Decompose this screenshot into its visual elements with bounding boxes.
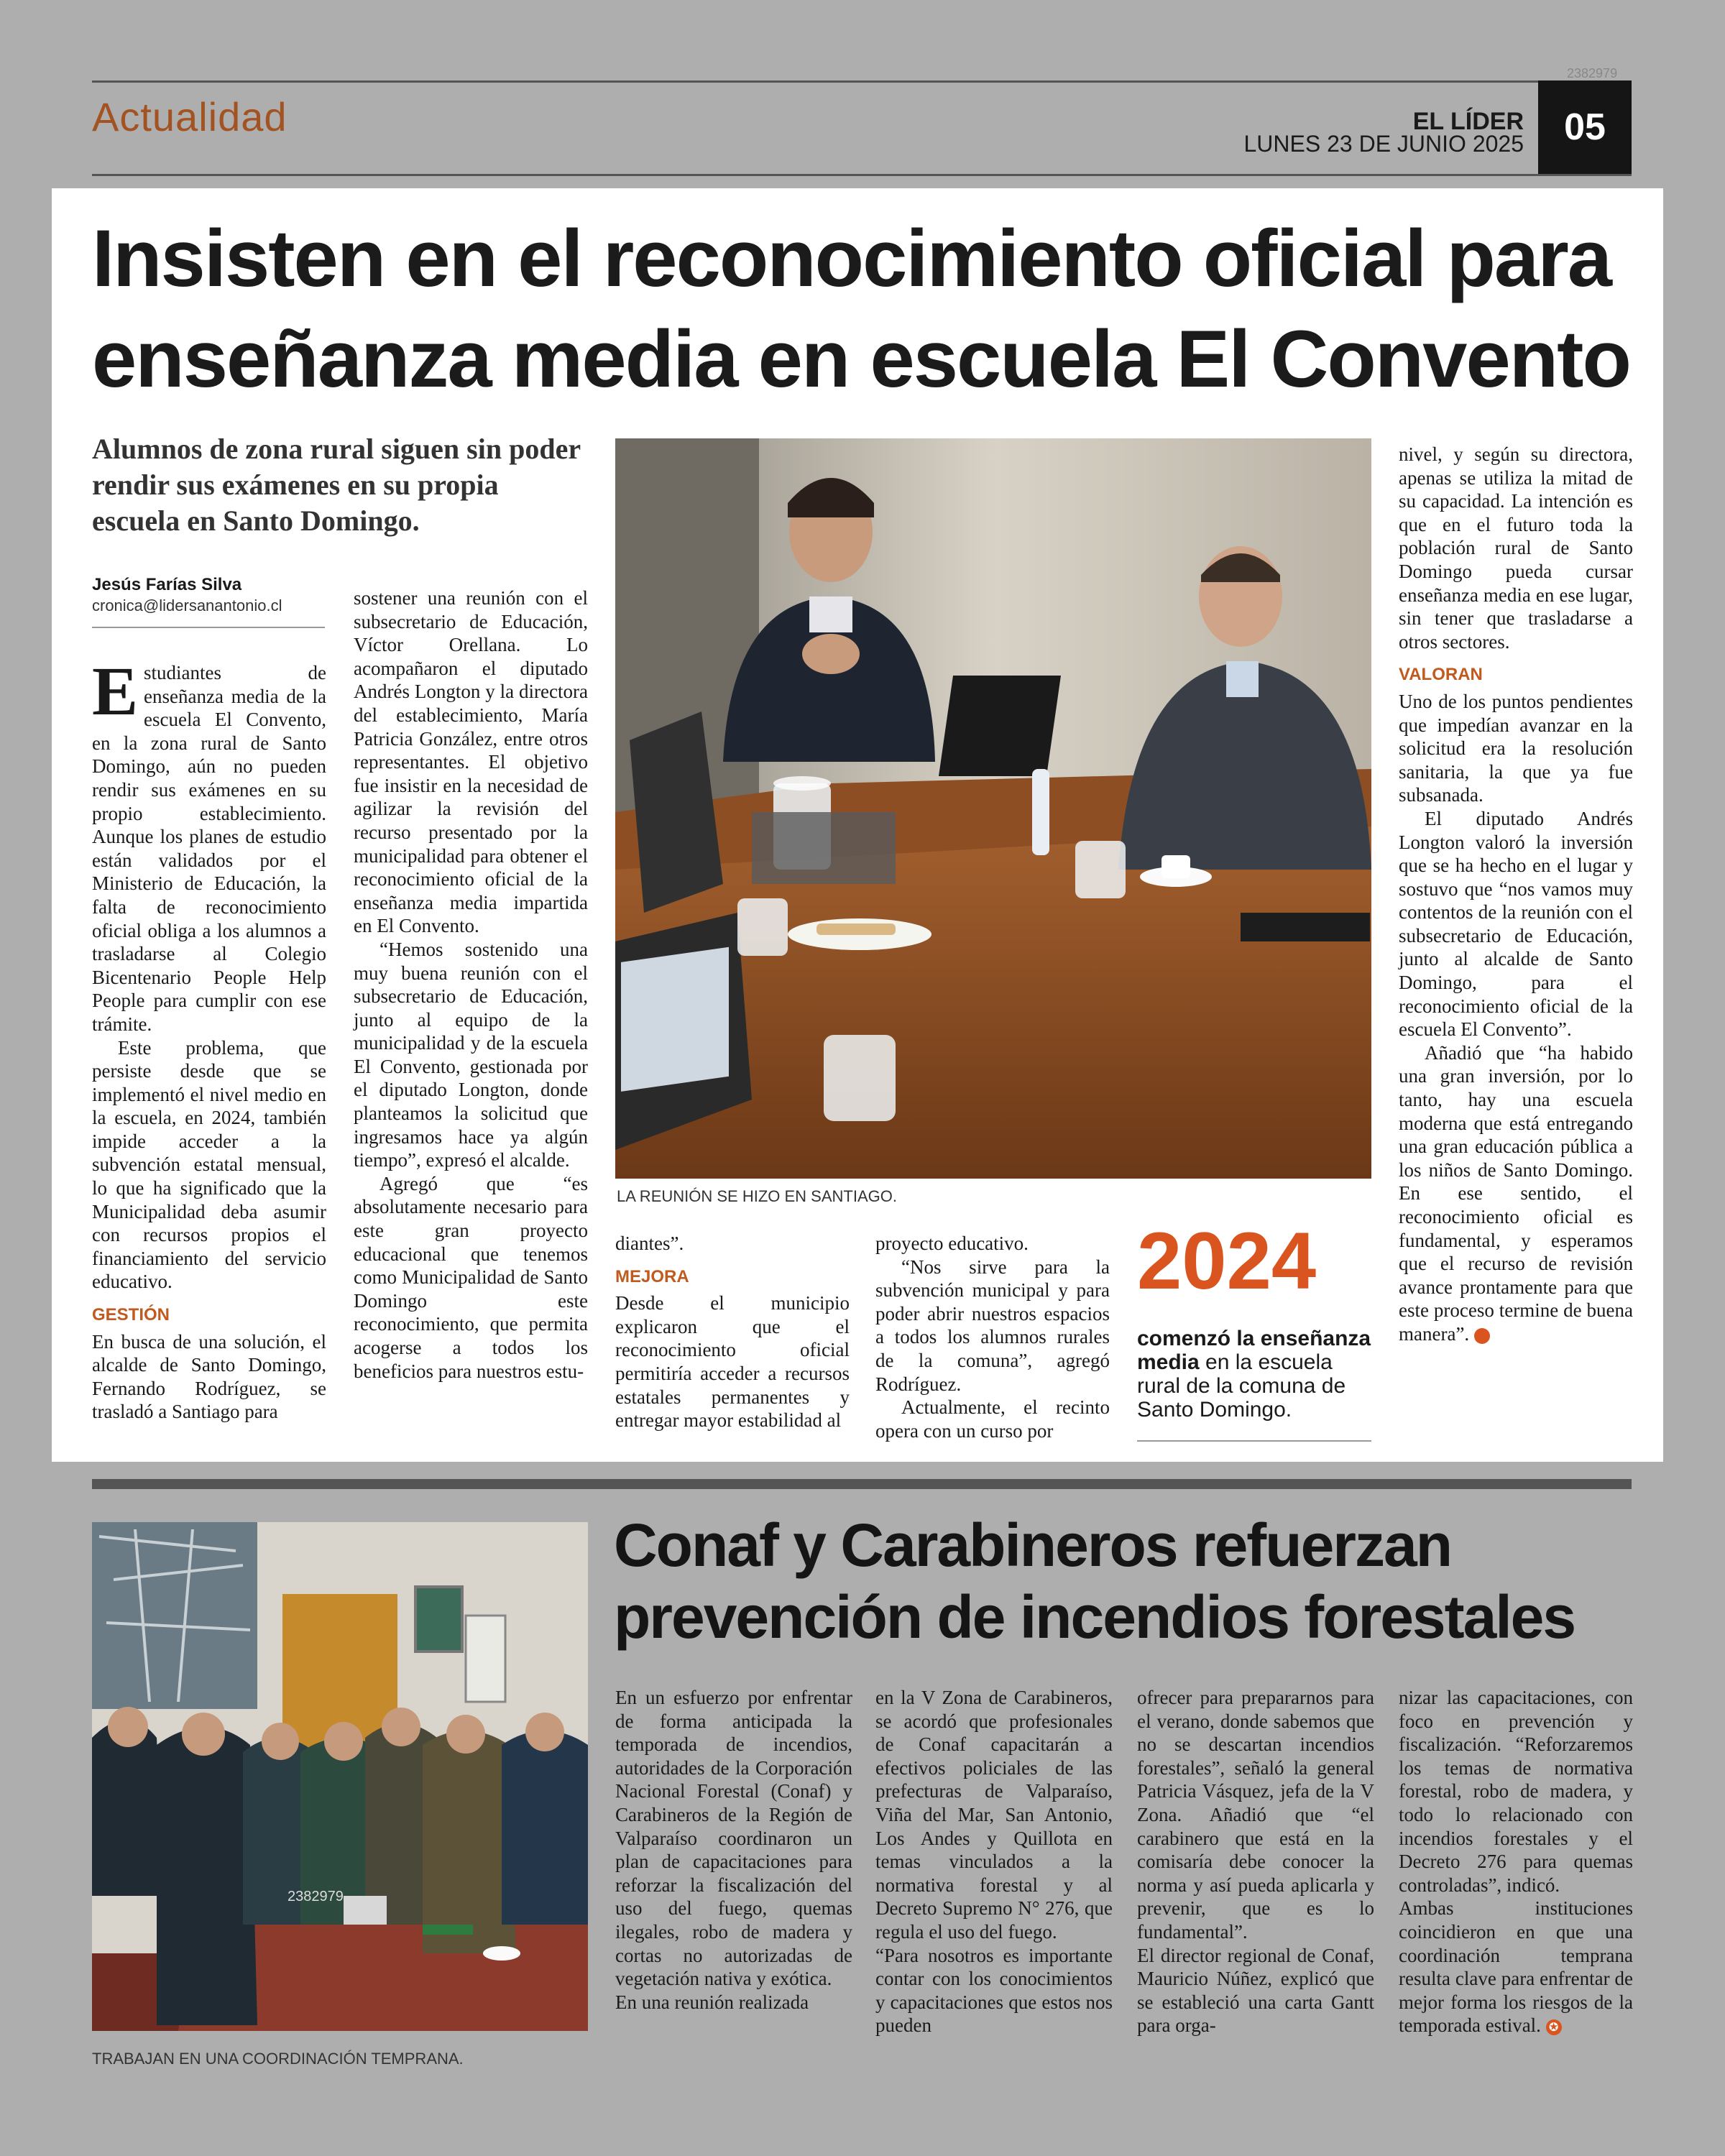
subheading-valoran: VALORAN [1399, 665, 1483, 685]
meeting-photo-illustration [615, 438, 1371, 1179]
paragraph: diantes”. [615, 1233, 684, 1254]
author-name: Jesús Farías Silva [92, 575, 242, 594]
article-deck: Alumnos de zona rural siguen sin poder rendir sus exámenes en su propia escuela en Santo Domingo. [92, 433, 581, 537]
photo-caption: LA REUNIÓN SE HIZO EN SANTIAGO. [617, 1187, 897, 1205]
highlight-text [1137, 1327, 1374, 1422]
article-column-1 [92, 653, 326, 1424]
paragraph: nivel, y según su directora, apenas se utiliza la mitad de su capacidad. La intención es que en el futuro toda la población rural de Santo Domingo pueda cursar enseñanza media en ese lugar, sin tener que trasladarse a otros sectores. [1399, 443, 1633, 653]
section-separator [92, 1479, 1632, 1489]
publication-name: EL LÍDER [1412, 108, 1524, 135]
article-column-4 [875, 1232, 1110, 1442]
subheading-mejora: MEJORA [615, 1266, 689, 1286]
paragraph: “Hemos sostenido una muy buena reunión con el subsecretario de Educación, junto al equipo de la municipalidad y de la escuela El Convento, gestionada por el diputado Longton, donde planteamos la solicitud que ingresamos hace ya algún tiempo”, expresó el alcalde. [354, 938, 588, 1171]
header-bottom-rule [92, 174, 1632, 176]
article-column-3 [615, 1232, 850, 1432]
author-email: cronica@lidersanantonio.cl [92, 596, 282, 614]
paragraph: Desde el municipio explicaron que el reconocimiento oficial permitiría acceder a recursos estatales permanentes y entregar mayor estabilidad al [615, 1292, 850, 1432]
article-headline: Insisten en el reconocimiento oficial para enseñanza media en escuela El Convento [92, 213, 1630, 404]
publication-date: LUNES 23 DE JUNIO 2025 [1243, 131, 1524, 157]
paragraph [1399, 1897, 1633, 2037]
paragraph: Este problema, que persiste desde que se implementó el nivel medio en la escuela, en 2024, también impide acceder a la subvención estatal mensual, lo que ha significado que la Municipalidad deba asumir con recursos propios el financiamiento del servicio educativo. [92, 1036, 326, 1293]
highlight-text-rest: en la escuela rural de la comuna de Santo Domingo. [1137, 1350, 1346, 1422]
paragraph [1399, 1041, 1633, 1346]
paragraph-text: Añadió que “ha habido una gran inversión, por lo tanto, hay una escuela moderna que está entregando una gran educación pública a los niños de Santo Domingo. En ese sentido, el reconocimiento oficial es fundamental, y esperamos que el recurso de revisión avance prontamente para que este proceso termine de buena manera”. [1399, 1041, 1633, 1345]
paragraph: ofrecer para prepararnos para el verano, donde sabemos que no se descartan incendios forestales”, señaló la general Patricia Vásquez, jefa de la V Zona. Añadió que “el carabinero que está en la comisaría debe conocer la norma y así pueda aplicarla y prevenir, que es lo fundamental”. [1137, 1687, 1374, 1943]
paragraph: Uno de los puntos pendientes que impedían avanzar en la solicitud era la resolución sanitaria, la que ya fue subsanada. [1399, 690, 1633, 806]
paragraph: “Para nosotros es importante contar con los conocimientos y capacitaciones que estos nos pueden [875, 1944, 1113, 2037]
dropcap: E [92, 653, 139, 729]
paragraph: El director regional de Conaf, Mauricio Núñez, explicó que se estableció una carta Gantt para orga- [1137, 1944, 1374, 2037]
paragraph: en la V Zona de Carabineros, se acordó que profesionales de Conaf capacitarán a efectivos policiales de las prefecturas de Valparaíso, Viña del Mar, San Antonio, Los Andes y Quillota en temas vinculados a la normativa forestal y al Decreto Supremo N° 276, que regula el uso del fuego. [875, 1687, 1113, 1943]
paragraph: Agregó que “es absolutamente necesario para este gran proyecto educacional que tenemos como Municipalidad de Santo Domingo este reconocimiento, que permita acogerse a todos los beneficios para nuestros estu- [354, 1172, 588, 1382]
article2-headline: Conaf y Carabineros refuerzan prevención de incendios forestales [614, 1511, 1576, 1651]
meeting-photo [615, 438, 1371, 1179]
paragraph: En busca de una solución, el alcalde de Santo Domingo, Fernando Rodríguez, se trasladó a Santiago para [92, 1330, 326, 1423]
article2-column-3 [1137, 1686, 1374, 2037]
article2-column-1 [615, 1686, 852, 2014]
article2-column-2 [875, 1686, 1113, 2037]
section-title: Actualidad [92, 94, 288, 139]
article-column-5 [1399, 443, 1633, 1346]
paragraph-text: Ambas instituciones coincidieron en que una coordinación temprana resulta clave para enfrentar de mejor forma los riesgos de la temporada estival. [1399, 1897, 1633, 2037]
article-column-2 [354, 586, 588, 1383]
subheading-gestion: GESTIÓN [92, 1305, 170, 1325]
paragraph: El diputado Andrés Longton valoró la inversión que se ha hecho en el lugar y sostuvo que “nos vamos muy contentos de la reunión con el subsecretario de Educación, junto al alcalde de Santo Domingo, para el reconocimiento oficial de la escuela El Convento”. [1399, 807, 1633, 1041]
group-photo-caption: TRABAJAN EN UNA COORDINACIÓN TEMPRANA. [92, 2050, 464, 2068]
group-photo-illustration [92, 1522, 588, 2031]
header-top-rule [92, 80, 1632, 83]
article2-column-4 [1399, 1686, 1633, 2037]
paragraph: En una reunión realizada [615, 1991, 809, 2013]
group-photo [92, 1522, 588, 2031]
end-mark-icon: ✪ [1474, 1328, 1490, 1344]
paragraph: sostener una reunión con el subsecretario de Educación, Víctor Orellana. Lo acompañaron el diputado Andrés Longton y la directora del establecimiento, María Patricia González, entre otros representantes. El objetivo fue insistir en la necesidad de agilizar la revisión del recurso presentado por la municipalidad para obtener el reconocimiento oficial de la enseñanza media impartida en El Convento. [354, 587, 588, 937]
clip-id: 2382979 [1567, 66, 1618, 80]
highlight-text-bold: comenzó la enseñanza media [1137, 1327, 1371, 1374]
paragraph: En un esfuerzo por enfrentar de forma anticipada la temporada de incendios, autoridades de la Corporación Nacional Forestal (Conaf) y Carabineros de la Región de Valparaíso coordinaron un plan de capacitaciones para reforzar la fiscalización del uso del fuego, quemas ilegales, robo de madera y cortas no autorizadas de vegetación nativa y exótica. [615, 1687, 852, 1990]
paragraph: nizar las capacitaciones, con foco en prevención y fiscalización. “Reforzaremos los temas de normativa forestal, robo de madera, y todo lo relacionado con incendios forestales y el Decreto 276 para quemas controladas”, indicó. [1399, 1687, 1633, 1896]
page-number: 05 [1538, 80, 1632, 174]
paragraph: Actualmente, el recinto opera con un curso por [875, 1396, 1110, 1442]
highlight-rule [1137, 1440, 1371, 1442]
end-mark-icon: ✪ [1546, 2019, 1562, 2035]
paragraph: “Nos sirve para la subvención municipal y para poder abrir nuestros espacios a todos los alumnos rurales de la comuna”, agregó Rodríguez. [875, 1256, 1110, 1395]
highlight-year: 2024 [1137, 1216, 1317, 1306]
byline-rule [92, 627, 325, 628]
paragraph: studiantes de enseñanza media de la escuela El Convento, en la zona rural de Santo Domingo, aún no pueden rendir sus exámenes en su propio establecimiento. Aunque los planes de estudio están validados por el Ministerio de Educación, la falta de reconocimiento oficial obliga a los alumnos a trasladarse al Colegio Bicentenario People Help People para cumplir con ese trámite. [92, 662, 326, 1035]
paragraph: proyecto educativo. [875, 1233, 1029, 1254]
photo-id: 2382979 [288, 1889, 344, 1904]
